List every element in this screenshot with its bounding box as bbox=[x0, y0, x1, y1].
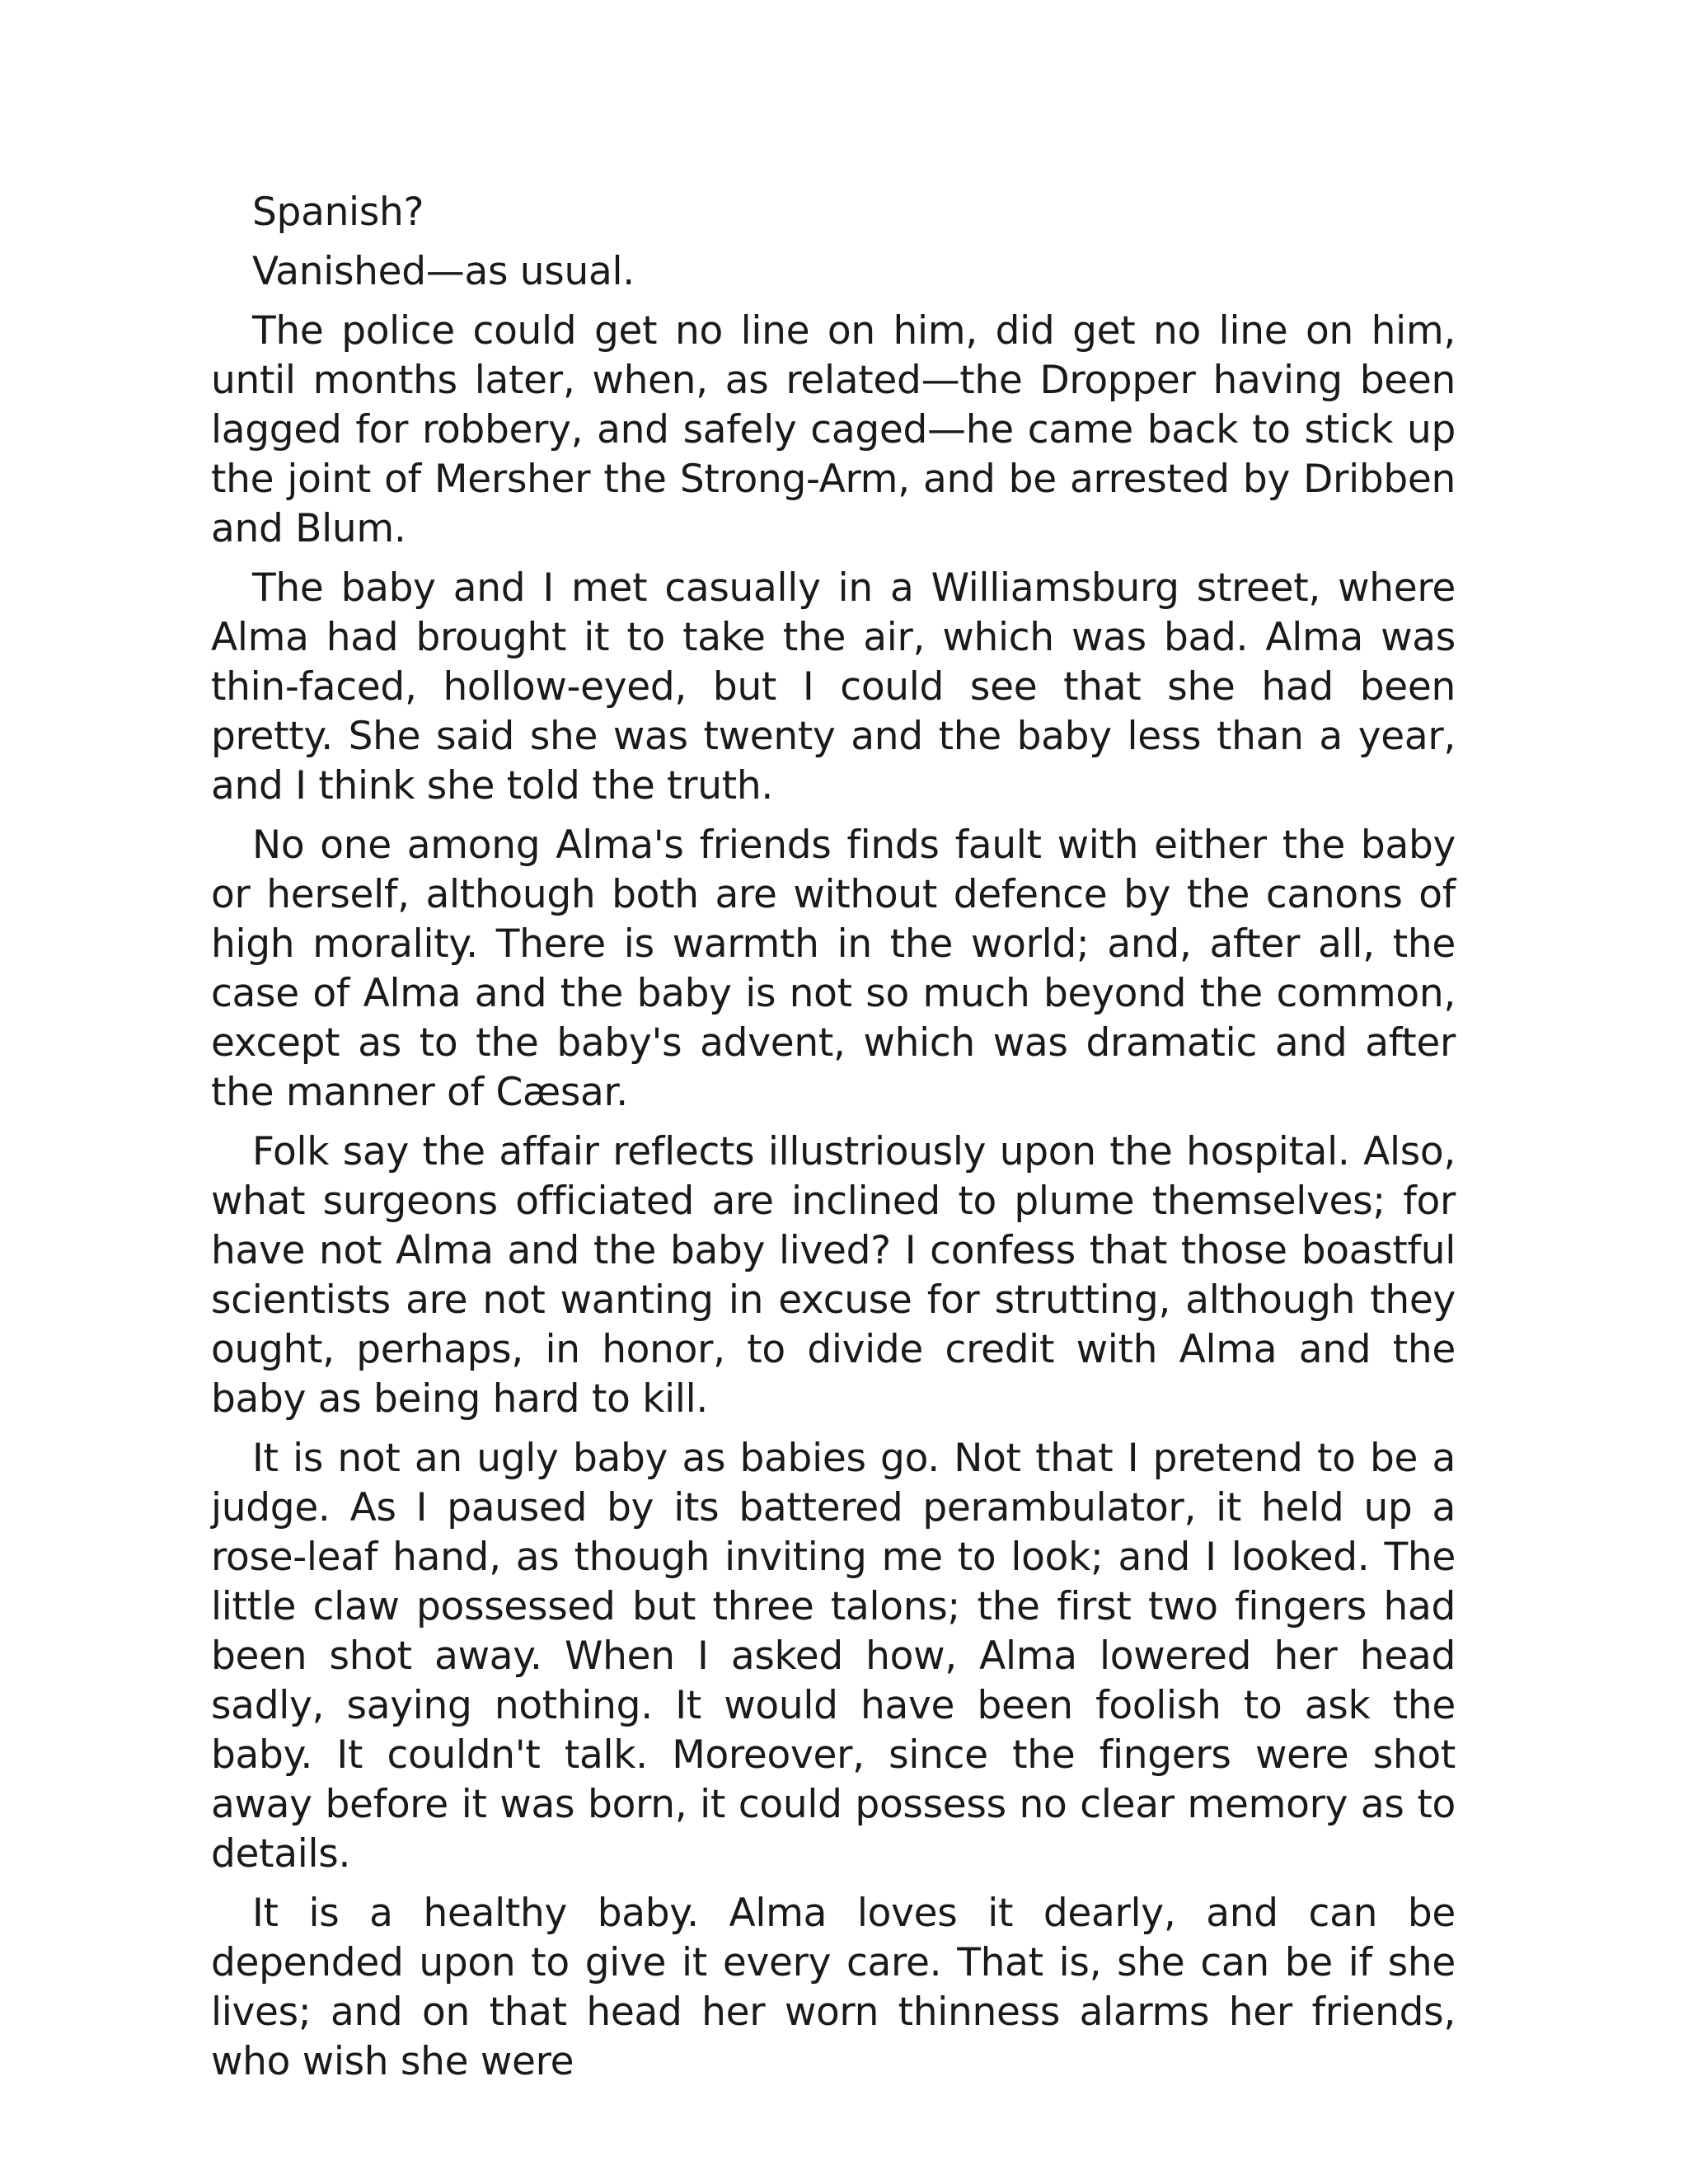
paragraph-vanished: Vanished—as usual. bbox=[252, 249, 635, 294]
paragraph-baby-met: The baby and I met casually in a Williamsburg street, where Alma had brought it to take the air, which was bad. Alma was thin-faced, hollow-eyed, but I could see that she had been pretty. She said she was twenty and the baby less than a year, and I think she told the truth. bbox=[211, 565, 1456, 808]
paragraph-folk-say: Folk say the affair reflects illustriously upon the hospital. Also, what surgeons officiated are inclined to plume themselves; for have not Alma and the baby lived? I confess that those boastful scientists are not wanting in excuse for strutting, although they ought, perhaps, in honor, to divide credit with Alma and the baby as being hard to kill. bbox=[211, 1129, 1456, 1422]
paragraph-ugly-baby: It is not an ugly baby as babies go. Not that I pretend to be a judge. As I paused by its battered perambulator, it held up a rose-leaf hand, as though inviting me to look; and I looked. The little claw possessed but three talons; the first two fingers had been shot away. When I asked how, Alma lowered her head sadly, saying nothing. It would have been foolish to ask the baby. It couldn't talk. Moreover, since the fingers were shot away before it was born, it could possess no clear memory as to details. bbox=[211, 1436, 1456, 1877]
paragraph-healthy-baby: It is a healthy baby. Alma loves it dearly, and can be depended upon to give it every care. That is, she can be if she lives; and on that head her worn thinness alarms her friends, who wish she were bbox=[211, 1891, 1456, 2084]
page-body bbox=[211, 188, 1456, 2097]
paragraph-spanish: Spanish? bbox=[252, 190, 424, 235]
paragraph-friends: No one among Alma's friends finds fault with either the baby or herself, although both are without defence by the canons of high morality. There is warmth in the world; and, after all, the case of Alma and the baby is not so much beyond the common, except as to the baby's advent, which was dramatic and after the manner of Cæsar. bbox=[211, 823, 1456, 1115]
paragraph-police: The police could get no line on him, did get no line on him, until months later, when, as related—the Dropper having been lagged for robbery, and safely caged—he came back to stick up the joint of Mersher the Strong-Arm, and be arrested by Dribben and Blum. bbox=[211, 308, 1456, 551]
